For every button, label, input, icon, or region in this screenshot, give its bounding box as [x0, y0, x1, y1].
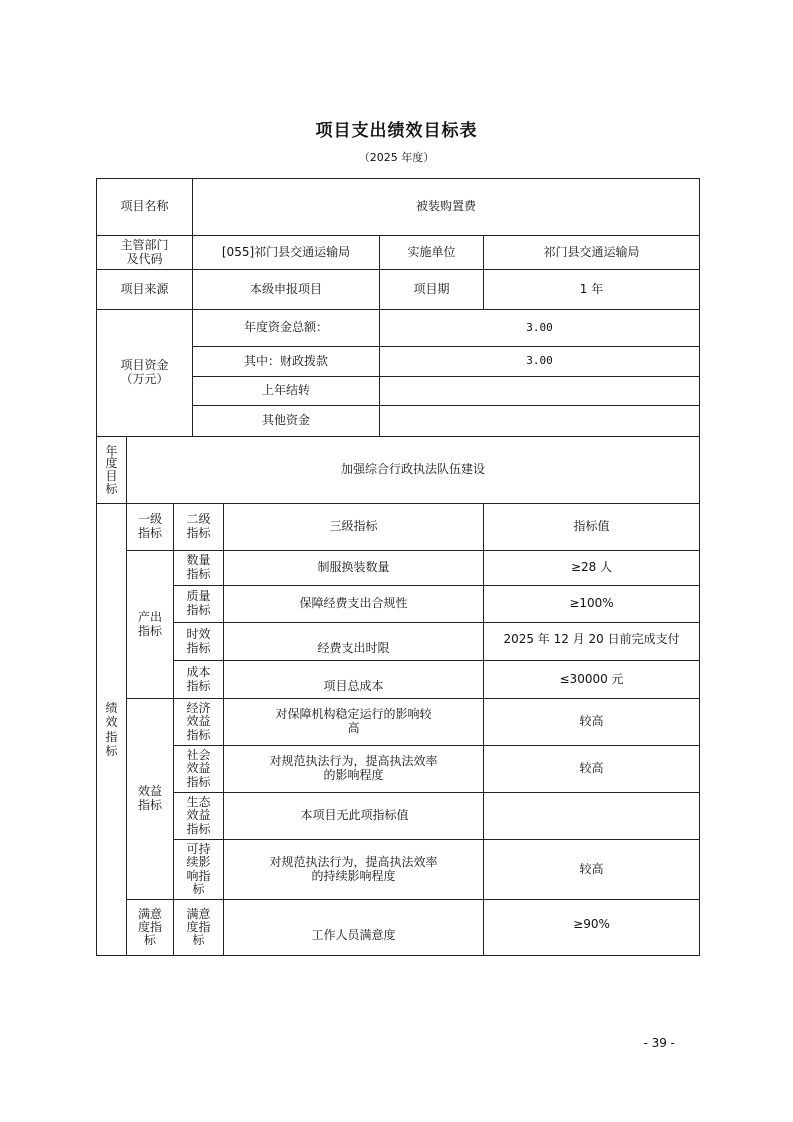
level3-header: 三级指标	[224, 504, 484, 551]
source-row	[97, 270, 700, 310]
department-label: 主管部门 及代码	[97, 236, 193, 270]
source-value: 本级申报项目	[193, 270, 380, 310]
indicator-value: 较高	[484, 746, 700, 793]
implementing-unit-value: 祁门县交通运输局	[484, 236, 700, 270]
level3-cell: 工作人员满意度	[224, 900, 484, 956]
indicator-row	[97, 586, 700, 623]
indicator-row	[97, 840, 700, 900]
level3-cell: 对规范执法行为，提高执法效率 的持续影响程度	[224, 840, 484, 900]
level2-header: 二级 指标	[174, 504, 224, 551]
indicator-row	[97, 793, 700, 840]
level2-cell: 时效 指标	[174, 623, 224, 661]
level2-cell: 满意 度指 标	[174, 900, 224, 956]
level3-cell: 项目总成本	[224, 661, 484, 699]
annual-goal-row	[97, 437, 700, 504]
indicator-value: 较高	[484, 840, 700, 900]
level2-cell: 质量 指标	[174, 586, 224, 623]
funds-finance-value: 3.00	[380, 347, 700, 377]
indicator-value: ≥90%	[484, 900, 700, 956]
level2-cell: 可持 续影 响指 标	[174, 840, 224, 900]
funds-carryover-value	[380, 377, 700, 406]
indicator-row	[97, 623, 700, 661]
level3-cell: 经费支出时限	[224, 623, 484, 661]
project-name-row	[97, 179, 700, 236]
level2-cell: 经济 效益 指标	[174, 699, 224, 746]
period-label: 项目期	[380, 270, 484, 310]
satisfaction-indicator-label: 满意 度指 标	[127, 900, 174, 956]
level3-cell: 对保障机构稳定运行的影响较 高	[224, 699, 484, 746]
level3-cell: 对规范执法行为，提高执法效率 的影响程度	[224, 746, 484, 793]
indicator-row	[97, 661, 700, 699]
funds-total-value: 3.00	[380, 310, 700, 347]
level3-cell: 本项目无此项指标值	[224, 793, 484, 840]
level2-cell: 生态 效益 指标	[174, 793, 224, 840]
page-number: - 39 -	[643, 1036, 675, 1050]
level2-cell: 社会 效益 指标	[174, 746, 224, 793]
funds-label: 项目资金 （万元）	[97, 310, 193, 437]
department-value: [055]祁门县交通运输局	[193, 236, 380, 270]
output-indicator-label: 产出 指标	[127, 551, 174, 699]
indicator-value: ≥28 人	[484, 551, 700, 586]
benefit-indicator-label: 效益 指标	[127, 699, 174, 900]
indicator-row	[97, 551, 700, 586]
indicator-value: ≤30000 元	[484, 661, 700, 699]
level1-header: 一级 指标	[127, 504, 174, 551]
level2-cell: 成本 指标	[174, 661, 224, 699]
indicator-row	[97, 746, 700, 793]
funds-other-label: 其他资金	[193, 406, 380, 437]
source-label: 项目来源	[97, 270, 193, 310]
funds-other-value	[380, 406, 700, 437]
value-header: 指标值	[484, 504, 700, 551]
funds-total-row	[97, 310, 700, 347]
indicator-value: ≥100%	[484, 586, 700, 623]
annual-goal-text: 加强综合行政执法队伍建设	[127, 437, 700, 504]
department-row	[97, 236, 700, 270]
indicator-value: 较高	[484, 699, 700, 746]
indicator-header-row	[97, 504, 700, 551]
funds-carryover-label: 上年结转	[193, 377, 380, 406]
level3-cell: 保障经费支出合规性	[224, 586, 484, 623]
indicator-row	[97, 699, 700, 746]
level2-cell: 数量 指标	[174, 551, 224, 586]
indicator-row	[97, 900, 700, 956]
implementing-unit-label: 实施单位	[380, 236, 484, 270]
indicator-value	[484, 793, 700, 840]
level3-cell: 制服换装数量	[224, 551, 484, 586]
page-subtitle: （2025 年度）	[358, 151, 435, 164]
indicator-value: 2025 年 12 月 20 日前完成支付	[484, 623, 700, 661]
indicator-group-label: 绩 效 指 标	[97, 504, 127, 956]
period-value: 1 年	[484, 270, 700, 310]
performance-target-table	[96, 178, 700, 956]
page-title: 项目支出绩效目标表	[315, 121, 478, 141]
funds-finance-label: 其中：财政拨款	[193, 347, 380, 377]
annual-goal-label: 年 度 目 标	[97, 437, 127, 504]
project-name-value: 被装购置费	[193, 179, 700, 236]
project-name-label: 项目名称	[97, 179, 193, 236]
funds-total-label: 年度资金总额：	[193, 310, 380, 347]
